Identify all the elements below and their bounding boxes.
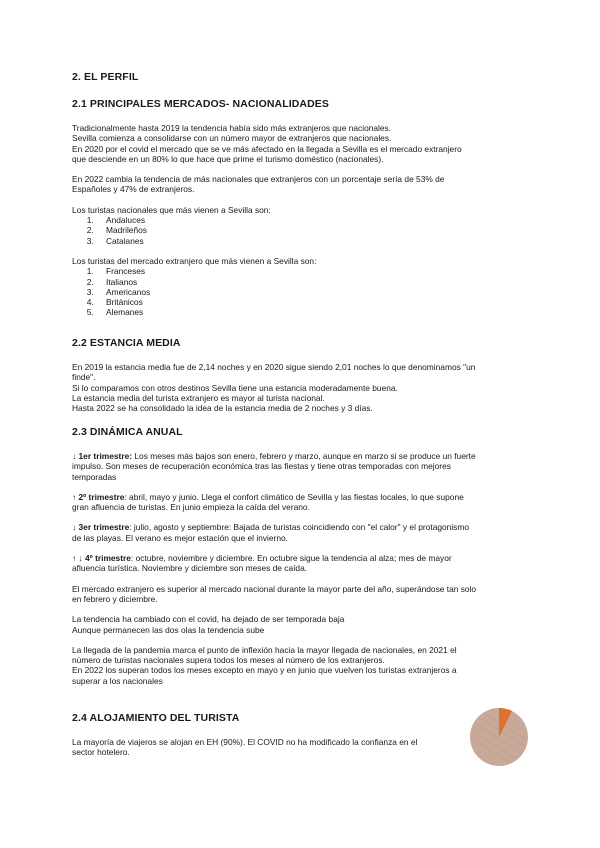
paragraph-line: En 2020 por el covid el mercado que se ve más afectado en la llegada a Sevilla es el mercado extranjero [72,143,462,154]
lodging-pie-image [467,703,531,767]
paragraph-line: afluencia turística. Noviembre y diciembre son meses de caída. [72,563,308,574]
paragraph-line: superar a los nacionales [72,675,163,686]
paragraph-line [72,522,534,532]
paragraph-line: temporadas [72,471,117,482]
national-list [72,215,534,246]
paragraph-line: sector hotelero. [72,747,130,758]
quarter-label: ↑ ↓ 4º trimestre [72,553,131,564]
paragraph-text: : octubre, noviembre y diciembre. En octubre sigue la tendencia al alza; mes de mayor [130,553,452,564]
list-item: 3. Catalanes [96,236,534,246]
paragraph-line: que desciende en un 80% lo que hace que prime el turismo doméstico (nacionales). [72,153,384,164]
list-item: 2. Italianos [96,277,534,287]
paragraph-line: impulso. Son meses de recuperación económica tras las fiestas y tiene otras temporadas con mejores [72,461,451,472]
quarter-label: ↓ 3er trimestre [72,522,130,533]
paragraph-line: La tendencia ha cambiado con el covid, ha dejado de ser temporada baja [72,614,345,625]
list-item: 4. Británicos [96,297,534,307]
paragraph-line: Tradicionalmente hasta 2019 la tendencia había sido más extranjeros que nacionales. [72,123,392,133]
list-item: 2. Madrileños [96,225,534,235]
section-heading: 2.4 ALOJAMIENTO DEL TURISTA [72,712,240,724]
list-item: 3. Americanos [96,287,534,297]
paragraph-line: En 2022 los superan todos los meses excepto en mayo y en junio que vuelven los turistas extranjeros a [72,665,457,676]
paragraph-line: Españoles y 47% de extranjeros. [72,184,195,195]
paragraph-text: Los meses más bajos son enero, febrero y marzo, aunque en marzo si se produce un fuerte [132,451,476,461]
paragraph-line: El mercado extranjero es superior al mercado nacional durante la mayor parte del año, superándose tan solo [72,583,477,594]
paragraph-line: Si lo comparamos con otros destinos Sevilla tiene una estancia moderadamente buena. [72,382,398,393]
paragraph-line [72,451,534,461]
list-intro: Los turistas del mercado extranjero que más vienen a Sevilla son: [72,255,317,266]
paragraph-line: En 2022 cambia la tendencia de más nacionales que extranjeros con un porcentaje sería de 53% de [72,174,445,185]
paragraph-line: de las playas. El verano es mejor estación que el invierno. [72,532,289,543]
paragraph-text: : abril, mayo y junio. Llega el confort climático de Sevilla y las fiestas locales, lo que supone [124,491,464,502]
list-item: 5. Alemanes [96,307,534,317]
paragraph-line: La llegada de la pandemia marca el punto de inflexión hacia la mayor llegada de nacionales, en 2021 el [72,644,457,655]
section-alojamiento [72,712,462,758]
paragraph-line: Sevilla comienza a consolidarse con un número mayor de extranjeros que nacionales. [72,133,392,144]
quarter-label: ↑ 2º trimestre [72,491,125,502]
paragraph-line [72,553,534,563]
section-heading: 2.1 PRINCIPALES MERCADOS- NACIONALIDADES [72,98,329,110]
paragraph-line: En 2019 la estancia media fue de 2,14 noches y en 2020 sigue siendo 2,01 noches lo que denominamos "un [72,362,476,372]
section-estancia-media [72,337,534,413]
list-intro: Los turistas nacionales que más vienen a Sevilla son: [72,204,271,215]
paragraph-line: gran afluencia de turistas. En junio empieza la caída del verano. [72,502,310,513]
paragraph-line: La estancia media del turista extranjero es mayor al turista nacional. [72,392,325,403]
quarter-label: ↓ 1er trimestre: [72,451,133,461]
list-item: 1. Franceses [96,266,534,276]
paragraph-line [72,492,534,502]
paragraph-line: La mayoría de viajeros se alojan en EH (90%). El COVID no ha modificado la confianza en el [72,737,418,747]
paragraph-line: en febrero y diciembre. [72,593,158,604]
paragraph-text: : julio, agosto y septiembre: Bajada de turistas coincidiendo con "el calor" y el protagonismo [129,522,470,533]
page-title: 2. EL PERFIL [72,71,139,83]
section-heading: 2.3 DINÁMICA ANUAL [72,426,183,438]
section-dinamica-anual [72,426,534,686]
section-principales-mercados [72,98,534,318]
foreign-list [72,266,534,317]
list-item: 1. Andaluces [96,215,534,225]
paragraph-line: finde". [72,372,96,383]
section-heading: 2.2 ESTANCIA MEDIA [72,337,181,349]
paragraph-line: Hasta 2022 se ha consolidado la idea de la estancia media de 2 noches y 3 días. [72,403,373,414]
paragraph-line: número de turistas nacionales supera todos los meses al número de los extranjeros. [72,655,385,666]
paragraph-line: Aunque permanecen las dos olas la tendencia sube [72,624,265,635]
